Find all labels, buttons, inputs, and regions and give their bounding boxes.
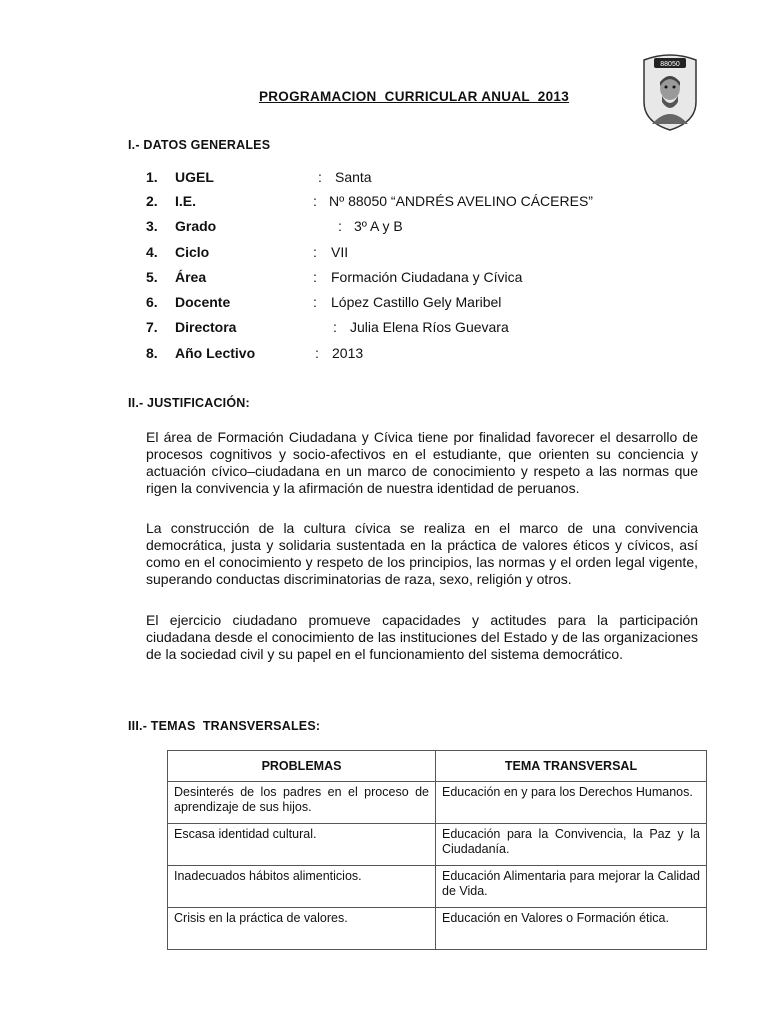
table-row [168,782,707,824]
section-datos-generales-heading: I.- DATOS GENERALES [128,138,271,152]
section-justificacion-heading: II.- JUSTIFICACIÓN: [128,396,250,410]
datos-value: Julia Elena Ríos Guevara [350,319,509,335]
datos-label: Directora [175,319,237,335]
problema-cell: Desinterés de los padres en el proceso de aprendizaje de sus hijos. [168,782,436,824]
datos-colon: : [333,319,337,335]
datos-colon: : [313,244,317,260]
datos-value: Nº 88050 “ANDRÉS AVELINO CÁCERES” [329,193,593,209]
datos-number: 4. [146,244,158,260]
tema-cell: Educación en y para los Derechos Humanos. [436,782,707,824]
datos-colon: : [338,218,342,234]
problema-cell: Inadecuados hábitos alimenticios. [168,866,436,908]
tema-cell: Educación Alimentaria para mejorar la Calidad de Vida. [436,866,707,908]
datos-label: Docente [175,294,231,310]
datos-colon: : [313,269,317,285]
datos-number: 8. [146,345,158,361]
datos-number: 1. [146,169,158,185]
datos-value: Santa [335,169,372,185]
datos-label: Grado [175,218,217,234]
datos-value: 3º A y B [354,218,403,234]
datos-label: Ciclo [175,244,210,260]
datos-colon: : [313,193,317,209]
section-temas-transversales-heading: III.- TEMAS TRANSVERSALES: [128,719,321,733]
school-crest-icon [640,52,700,132]
document-title: PROGRAMACION CURRICULAR ANUAL 2013 [258,89,570,104]
datos-label: Año Lectivo [175,345,256,361]
justificacion-paragraph-3: El ejercicio ciudadano promueve capacidades y actitudes para la participación ciudadana desde el conocimiento de las instituciones del Estado y de las organizaciones de la sociedad civil y su papel en el funcionamiento del sistema democrático. [146,612,698,662]
datos-value: VII [331,244,349,260]
crest-number: 88050 [660,61,680,68]
datos-number: 7. [146,319,158,335]
datos-label: I.E. [175,193,197,209]
datos-colon: : [318,169,322,185]
tema-cell: Educación para la Convivencia, la Paz y la Ciudadanía. [436,824,707,866]
problema-cell: Escasa identidad cultural. [168,824,436,866]
justificacion-paragraph-2: La construcción de la cultura cívica se realiza en el marco de una convivencia democrática, justa y solidaria sustentada en la práctica de valores éticos y cívicos, así como en el conocimiento y respeto de los principios, las normas y el orden legal vigente, superando conductas discriminatorias de raza, sexo, religión y otros. [146,520,698,587]
datos-value: 2013 [332,345,364,361]
datos-value: López Castillo Gely Maribel [331,294,502,310]
datos-number: 6. [146,294,158,310]
table-header-row [168,751,707,782]
datos-colon: : [313,294,317,310]
table-row [168,866,707,908]
problema-cell: Crisis en la práctica de valores. [168,908,436,950]
table-row [168,908,707,950]
datos-colon: : [315,345,319,361]
datos-label: UGEL [175,169,214,185]
tema-cell: Educación en Valores o Formación ética. [436,908,707,950]
column-header-tema-transversal: TEMA TRANSVERSAL [436,751,707,782]
datos-number: 5. [146,269,158,285]
datos-value: Formación Ciudadana y Cívica [331,269,523,285]
datos-number: 3. [146,218,158,234]
datos-number: 2. [146,193,158,209]
table-row [168,824,707,866]
temas-transversales-table [167,750,707,950]
column-header-problemas: PROBLEMAS [168,751,436,782]
justificacion-paragraph-1: El área de Formación Ciudadana y Cívica tiene por finalidad favorecer el desarrollo de procesos cognitivos y socio-afectivos en el estudiante, que orienten su conciencia y actuación cívico–ciudadana en un marco de conocimiento y respeto a las normas que rigen la convivencia y la afirmación de nuestra identidad de peruanos. [146,429,698,496]
datos-label: Área [175,269,207,285]
